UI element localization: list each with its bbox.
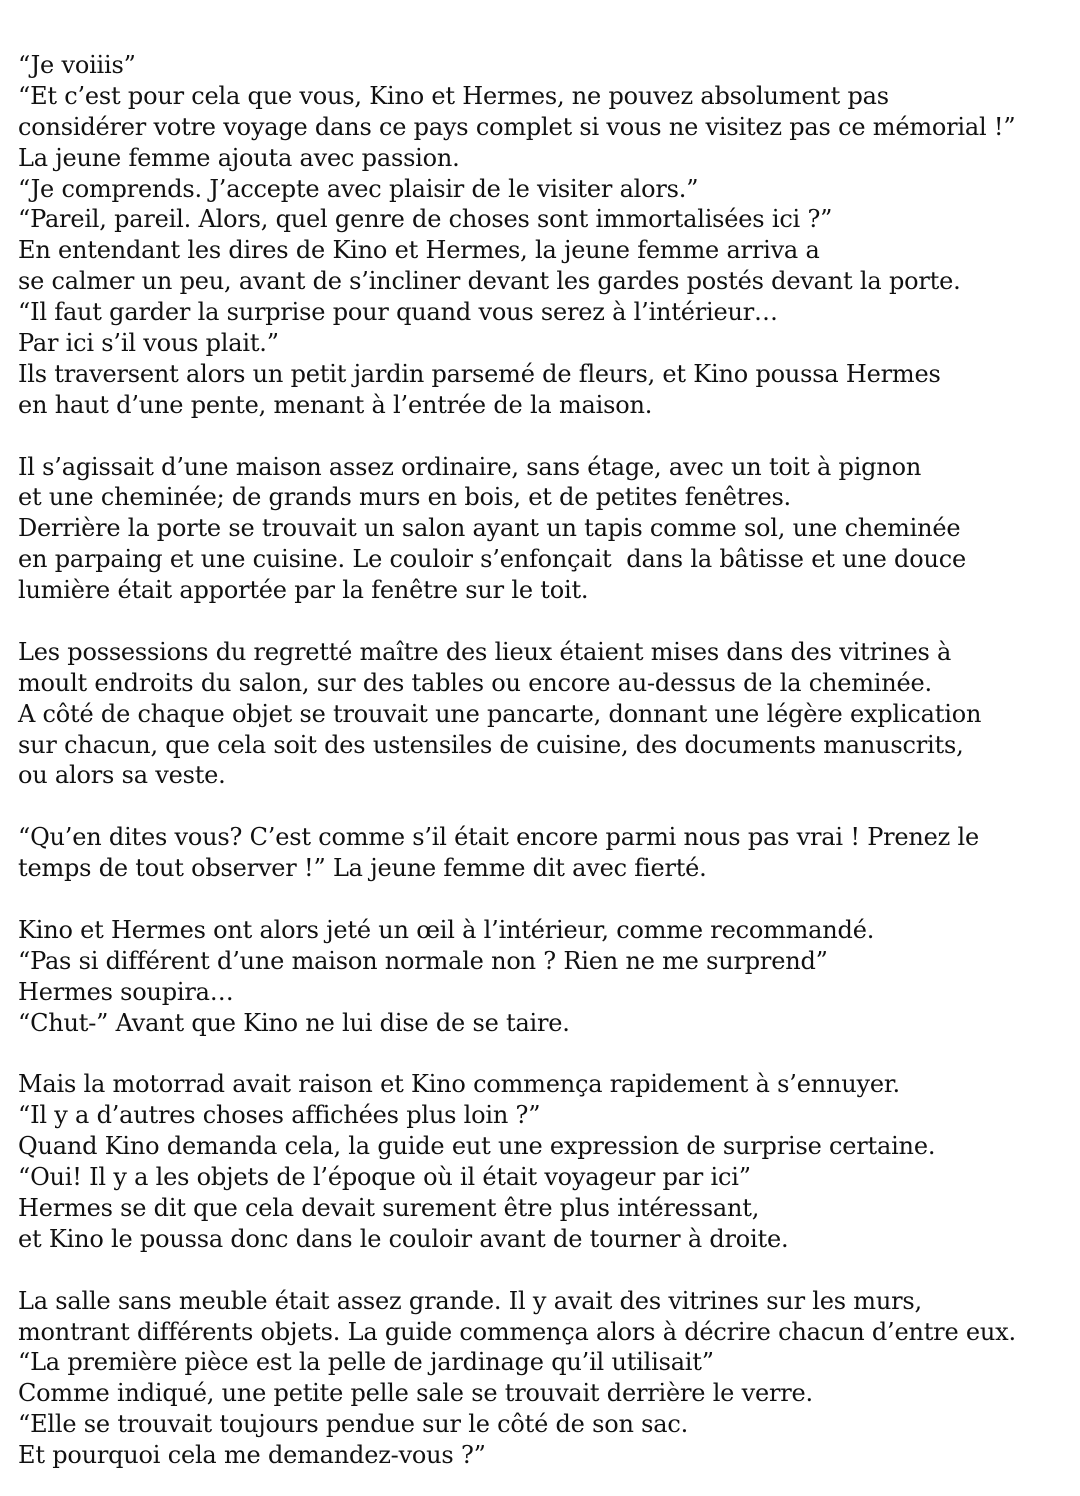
paragraph-gap <box>18 1255 1068 1286</box>
text-line: “Pas si différent d’une maison normale non ? Rien ne me surprend” <box>18 946 828 975</box>
text-line: “Elle se trouvait toujours pendue sur le côté de son sac. <box>18 1410 689 1439</box>
text-line: considérer votre voyage dans ce pays complet si vous ne visitez pas ce mémorial !” <box>18 112 1016 141</box>
text-line: Quand Kino demanda cela, la guide eut une expression de surprise certaine. <box>18 1132 936 1161</box>
text-line: Par ici s’il vous plait.” <box>18 329 279 358</box>
text-line: Mais la motorrad avait raison et Kino commença rapidement à s’ennuyer. <box>18 1070 900 1099</box>
text-line: Hermes se dit que cela devait surement être plus intéressant, <box>18 1193 760 1222</box>
paragraph-gap <box>18 606 1068 637</box>
text-line: lumière était apportée par la fenêtre sur le toit. <box>18 576 589 605</box>
paragraph-gap <box>18 1039 1068 1070</box>
text-line: “Qu’en dites vous? C’est comme s’il était encore parmi nous pas vrai ! Prenez le <box>18 823 980 852</box>
text-line: “Oui! Il y a les objets de l’époque où il était voyageur par ici” <box>18 1163 751 1192</box>
text-line: Il s’agissait d’une maison assez ordinaire, sans étage, avec un toit à pignon <box>18 452 922 481</box>
text-line: Ils traversent alors un petit jardin parsemé de fleurs, et Kino poussa Hermes <box>18 359 941 388</box>
text-line: Et pourquoi cela me demandez-vous ?” <box>18 1441 486 1470</box>
text-line: “La première pièce est la pelle de jardinage qu’il utilisait” <box>18 1348 714 1377</box>
text-line: A côté de chaque objet se trouvait une pancarte, donnant une légère explication <box>18 699 982 728</box>
text-line: sur chacun, que cela soit des ustensiles de cuisine, des documents manuscrits, <box>18 730 964 759</box>
text-line: Les possessions du regretté maître des lieux étaient mises dans des vitrines à <box>18 637 952 666</box>
text-line: “Pareil, pareil. Alors, quel genre de choses sont immortalisées ici ?” <box>18 205 833 234</box>
text-line: Kino et Hermes ont alors jeté un œil à l’intérieur, comme recommandé. <box>18 915 875 944</box>
text-line: En entendant les dires de Kino et Hermes, la jeune femme arriva a <box>18 236 820 265</box>
text-line: “Il y a d’autres choses affichées plus loin ?” <box>18 1101 541 1130</box>
text-line: et une cheminée; de grands murs en bois, et de petites fenêtres. <box>18 483 791 512</box>
text-line: ou alors sa veste. <box>18 761 226 790</box>
text-line: Derrière la porte se trouvait un salon ayant un tapis comme sol, une cheminée <box>18 514 961 543</box>
paragraph-gap <box>18 421 1068 452</box>
text-line: et Kino le poussa donc dans le couloir avant de tourner à droite. <box>18 1224 789 1253</box>
text-line: se calmer un peu, avant de s’incliner devant les gardes postés devant la porte. <box>18 267 961 296</box>
document-page <box>18 50 1068 1471</box>
text-line: moult endroits du salon, sur des tables ou encore au-dessus de la cheminée. <box>18 668 932 697</box>
text-line: “Chut-” Avant que Kino ne lui dise de se taire. <box>18 1008 570 1037</box>
text-line: Comme indiqué, une petite pelle sale se trouvait derrière le verre. <box>18 1379 813 1408</box>
text-line: “Et c’est pour cela que vous, Kino et Hermes, ne pouvez absolument pas <box>18 81 889 110</box>
text-line: montrant différents objets. La guide commença alors à décrire chacun d’entre eux. <box>18 1317 1016 1346</box>
text-line: Hermes soupira… <box>18 977 234 1006</box>
paragraph-gap <box>18 884 1068 915</box>
text-line: temps de tout observer !” La jeune femme dit avec fierté. <box>18 854 707 883</box>
text-line: en haut d’une pente, menant à l’entrée de la maison. <box>18 390 653 419</box>
paragraph-gap <box>18 791 1068 822</box>
text-line: en parpaing et une cuisine. Le couloir s’enfonçait dans la bâtisse et une douce <box>18 545 966 574</box>
text-line: La salle sans meuble était assez grande. Il y avait des vitrines sur les murs, <box>18 1286 922 1315</box>
text-line: “Je comprends. J’accepte avec plaisir de le visiter alors.” <box>18 174 699 203</box>
text-line: “Il faut garder la surprise pour quand vous serez à l’intérieur… <box>18 298 778 327</box>
text-line: “Je voiiis” <box>18 51 136 79</box>
text-line: La jeune femme ajouta avec passion. <box>18 143 460 172</box>
